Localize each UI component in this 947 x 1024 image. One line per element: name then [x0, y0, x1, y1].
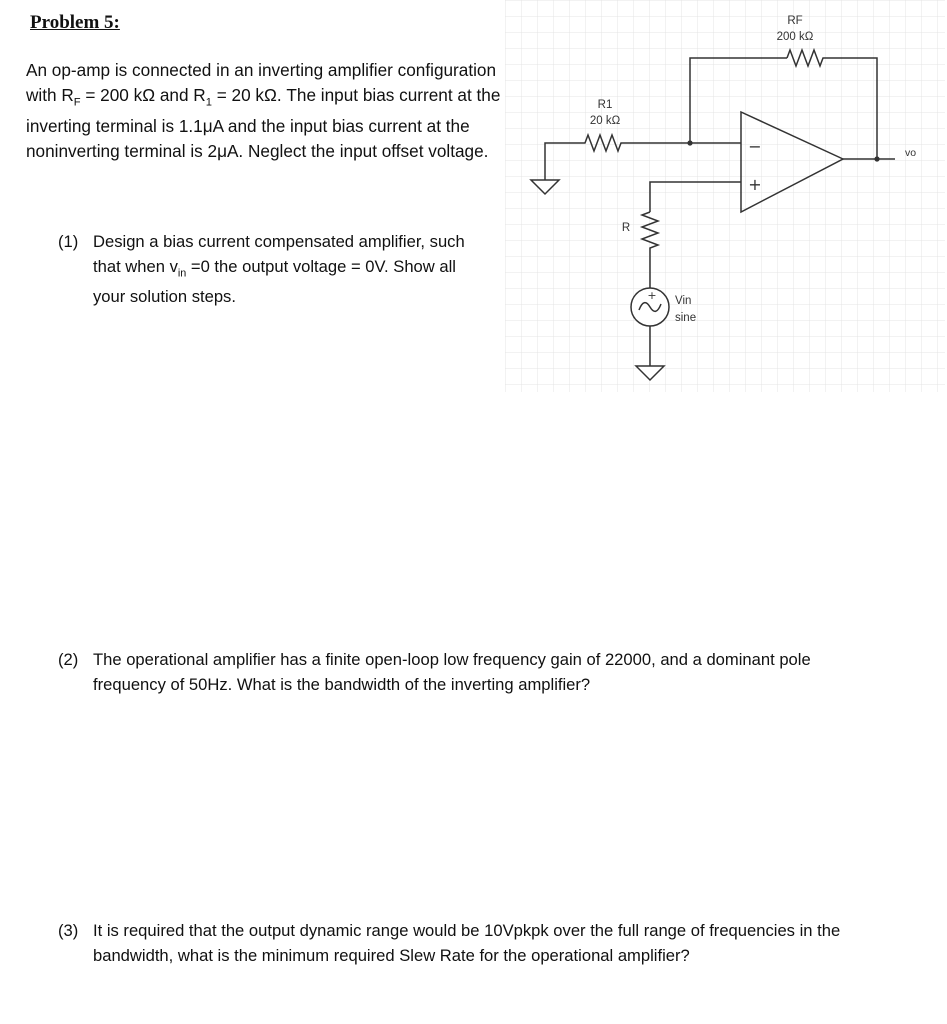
question-1 — [58, 230, 488, 310]
question-3 — [58, 919, 858, 968]
inverting-sign: − — [748, 137, 762, 156]
r1-value: 20 kΩ — [589, 115, 621, 127]
r-label: R — [621, 222, 631, 234]
question-number: (3) — [58, 921, 79, 940]
question-number: (1) — [58, 232, 79, 251]
grid-background — [505, 0, 945, 392]
intro-text-part: An op-amp is connected in an inverting amplifier configuration with R — [26, 60, 497, 105]
vin-label: Vin — [675, 295, 692, 307]
circuit-schematic — [505, 0, 945, 395]
intro-text-part: = 20 kΩ. The input bias current at the inverting terminal is 1.1μA and the input bias current at the noninverting terminal is 2μA. Neglect the input offset voltage. — [26, 84, 501, 161]
question-number: (2) — [58, 650, 79, 669]
intro-text-part: = 200 kΩ and R — [80, 84, 206, 105]
noninverting-sign: + — [748, 175, 762, 194]
question-2 — [58, 648, 878, 697]
source-plus-sign: + — [647, 289, 657, 302]
question-text-part: Design a bias current compensated amplifier, such that when v — [93, 232, 465, 276]
r1-subscript: 1 — [205, 95, 212, 108]
output-label: vo — [905, 147, 917, 159]
vin-subscript: in — [177, 266, 187, 279]
rf-value: 200 kΩ — [776, 31, 814, 43]
question-text: It is required that the output dynamic range would be 10Vpkpk over the full range of frequencies in the bandwidth, what is the minimum required Slew Rate for the operational amplifier? — [93, 921, 841, 965]
sine-label: sine — [675, 312, 697, 324]
question-text: The operational amplifier has a finite open-loop low frequency gain of 22000, and a dominant pole frequency of 50Hz. What is the bandwidth of the inverting amplifier? — [93, 650, 811, 694]
junction-dot — [687, 140, 692, 145]
r1-label: R1 — [597, 99, 613, 111]
junction-dot — [874, 156, 879, 161]
rf-label: RF — [787, 15, 803, 27]
problem-intro — [26, 58, 501, 163]
rf-subscript: F — [73, 95, 81, 108]
problem-title: Problem 5: — [30, 12, 120, 33]
question-text — [93, 230, 488, 310]
question-text-part: =0 the output voltage = 0V. Show all your solution steps. — [93, 256, 456, 307]
